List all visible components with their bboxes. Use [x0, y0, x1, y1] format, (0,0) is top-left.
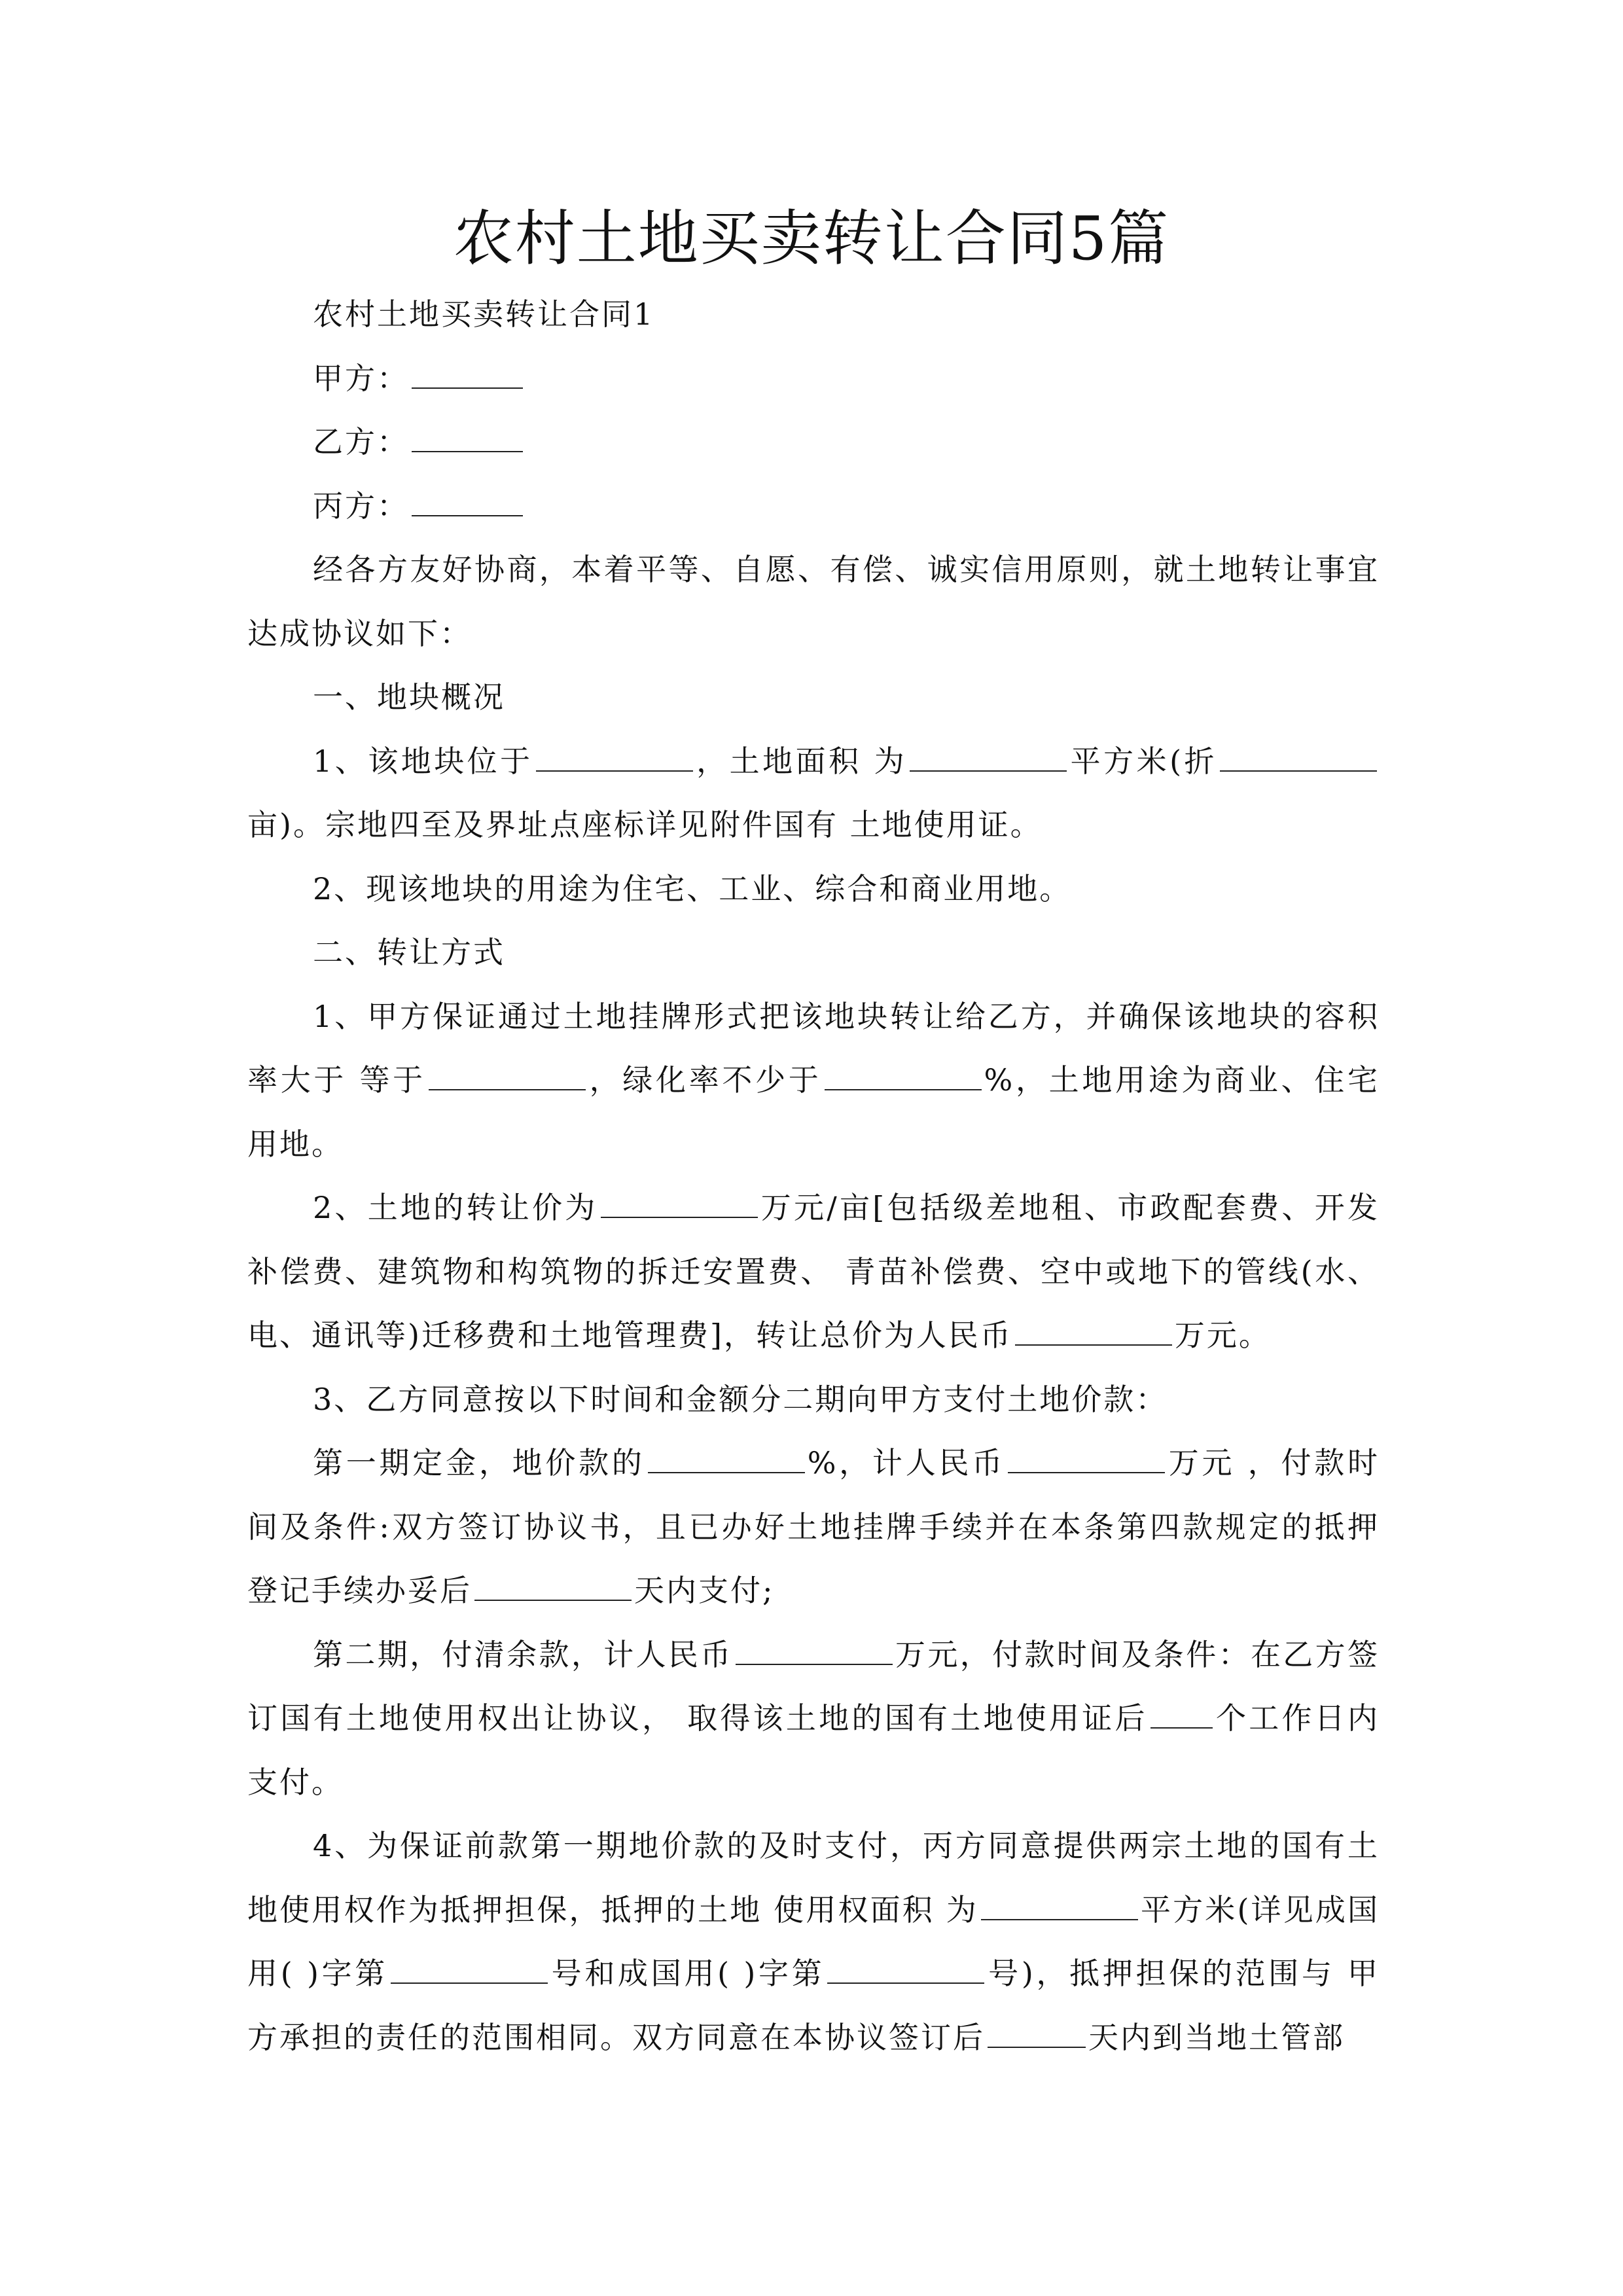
- section-2-item-3: 3、乙方同意按以下时间和金额分二期向甲方支付土地价款：: [313, 1381, 1168, 1417]
- party-a-label: 甲方：: [313, 360, 409, 396]
- area-blank: [910, 744, 1067, 772]
- section-2-item-1: [247, 985, 1380, 1177]
- text-segment: 平方米(折: [1069, 743, 1217, 779]
- text-segment: 号)，抵押担保的范围与 甲方承担的责任的范围相同。双方同意在本协议签订后: [247, 1956, 1380, 2055]
- registration-days-blank: [988, 2020, 1086, 2048]
- text-segment: 万元 ，付款时间及条件:双方签订协议书，且已办好土地挂牌手续并在本条第四款规定的抵押登记手续办妥后: [247, 1445, 1380, 1608]
- party-c-line: [247, 475, 1380, 539]
- text-segment: %，土地用途为商业、住宅用地。: [247, 1062, 1380, 1162]
- text-segment: 2、土地的转让价为: [313, 1190, 598, 1225]
- document-title: 农村土地买卖转让合同5篇: [453, 204, 1170, 274]
- party-c-label: 丙方：: [313, 488, 409, 524]
- deposit-percent-blank: [648, 1446, 805, 1473]
- mu-blank: [1220, 744, 1377, 772]
- party-b-blank: [412, 425, 523, 452]
- party-b-line: [247, 410, 1380, 475]
- cert-number-1-blank: [391, 1956, 548, 1984]
- section-1-item-2: 2、现该地块的用途为住宅、工业、综合和商业用地。: [313, 870, 1072, 906]
- party-a-blank: [412, 361, 523, 389]
- section-2-heading: 二、转让方式: [313, 935, 505, 970]
- section-2-item-4: [247, 1814, 1380, 2070]
- text-segment: 平方米(详见成国用( )字第: [247, 1892, 1380, 1991]
- deposit-amount-blank: [1008, 1446, 1165, 1473]
- price-per-mu-blank: [601, 1191, 758, 1218]
- preamble-paragraph: 经各方友好协商，本着平等、自愿、有偿、诚实信用原则，就土地转让事宜达成协议如下：: [247, 552, 1380, 651]
- text-segment: 万元。: [1174, 1318, 1271, 1353]
- mortgage-area-blank: [981, 1893, 1138, 1920]
- text-segment: 第一期定金，地价款的: [313, 1445, 645, 1480]
- text-segment: 万元，付款时间及条件：在乙方签订国有土地使用权出让协议， 取得该土地的国有土地使用证后: [247, 1636, 1380, 1736]
- balance-amount-blank: [736, 1638, 893, 1665]
- workdays-blank: [1150, 1701, 1213, 1729]
- text-segment: ，绿化率不少于: [588, 1062, 822, 1098]
- section-1-item-1: [247, 730, 1380, 857]
- text-segment: %，计人民币: [807, 1445, 1006, 1480]
- contract-subtitle: 农村土地买卖转让合同1: [313, 296, 655, 332]
- total-price-blank: [1015, 1318, 1172, 1346]
- text-segment: 个工作日内支付。: [247, 1700, 1380, 1800]
- green-rate-blank: [825, 1063, 982, 1090]
- text-segment: 万元/亩[包括级差地租、市政配套费、开发补偿费、建筑物和构筑物的拆迁安置费、 青苗补偿费、空中或地下的管线(水、电、通讯等)迁移费和土地管理费]，转让总价为人民币: [247, 1190, 1380, 1353]
- text-segment: 天内支付;: [634, 1573, 775, 1608]
- party-a-line: [247, 347, 1380, 411]
- section-1-heading: 一、地块概况: [313, 679, 505, 715]
- document-body: [247, 283, 1380, 2070]
- location-blank: [536, 744, 693, 772]
- text-segment: 4、为保证前款第一期地价款的及时支付，丙方同意提供两宗土地的国有土地使用权作为抵押担保，抵押的土地 使用权面积 为: [247, 1828, 1380, 1928]
- first-payment-paragraph: [247, 1431, 1380, 1623]
- text-segment: 天内到当地土管部: [1088, 2019, 1345, 2055]
- text-segment: 亩)。宗地四至及界址点座标详见附件国有 土地使用证。: [247, 807, 1043, 842]
- plot-ratio-blank: [429, 1063, 586, 1090]
- text-segment: 1、该地块位于: [313, 743, 533, 779]
- text-segment: 1、甲方保证通过土地挂牌形式把该地块转让给乙方，并确保该地块的容积率大于 等于: [247, 998, 1380, 1098]
- party-c-blank: [412, 489, 523, 516]
- cert-number-2-blank: [827, 1956, 984, 1984]
- text-segment: 第二期，付清余款，计人民币: [313, 1636, 733, 1672]
- second-payment-paragraph: [247, 1623, 1380, 1815]
- text-segment: 号和成国用( )字第: [550, 1956, 825, 1991]
- section-2-item-2: [247, 1176, 1380, 1368]
- text-segment: ，土地面积 为: [695, 743, 908, 779]
- party-b-label: 乙方：: [313, 424, 409, 459]
- deposit-days-blank: [474, 1573, 632, 1601]
